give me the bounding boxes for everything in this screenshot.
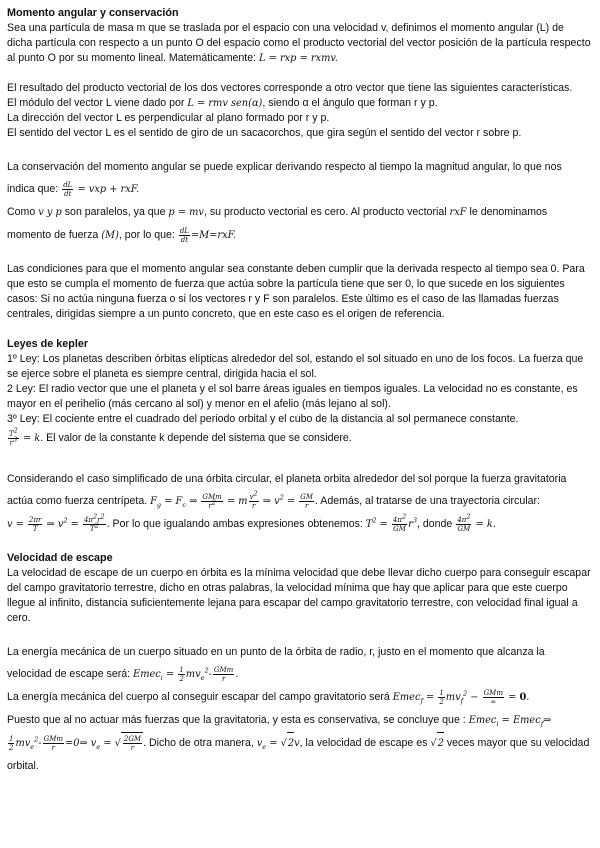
paragraph: v = $\frac{2\pi r}{T}$ ⇒ $v^2$ = $\frac{4\pi^2r^2}{T^2}$ . Por lo que igualando ambas expresiones obtenemos: $T^2$ = $\frac{4\pi^2}{GM}$ $r^3$, donde $\frac{4\pi^2}{GM}$ = k. (7, 512, 496, 533)
paragraph: La velocidad de escape de un cuerpo en órbita es la mínima velocidad que debe llevar dicho cuerpo para conseguir escapar del campo gravitatorio terrestre, dicho en otras palabras, la velocidad mínima que hay que aplicar para que este cuerpo llegue al infinito, distancia suficientemente lejana para escapar del campo gravitatorio terrestre, con velocidad final igual a cero. (7, 567, 591, 624)
paragraph: La energía mecánica del cuerpo al conseguir escapar del campo gravitatorio será Emec$_f$ = $\frac{1}{2}$ $mv_f^2$ − GMm ∞ = 0. (7, 689, 530, 706)
paragraph: 3º Ley: El cociente entre el cuadrado del periodo orbital y el cubo de la distancia al sol permanece constante. (7, 413, 519, 425)
paragraph: Puesto que al no actuar más fuerzas que la gravitatoria, y esta es conservativa, se concluye que : Emec$_i$ = Emec$_f$⇒ (7, 714, 552, 728)
paragraph: La conservación del momento angular se puede explicar derivando respecto al tiempo la magnitud angular, lo que nos indica que: $\frac{dL}{dt}$ = vxp + rxF. (7, 161, 562, 198)
paragraph: Las condiciones para que el momento angular sea constante deben cumplir que la derivada respecto al tiempo sea 0. Para que esto se cumpla el momento de fuerza que actúa sobre la partícula tiene que ser 0, lo que sucede en los siguientes casos: Si no actúa ninguna fuerza o si los vectores r y F son paralelos. Este último es el caso de las llamadas fuerzas centrales, dirigidas siempre a un punto concreto, que en este caso es el origen de referencia. (7, 263, 585, 320)
paragraph: 2 Ley: El radio vector que une el planeta y el sol barre áreas iguales en tiempos iguales. La velocidad no es constante, es mayor en el perihelio (más cercano al sol) y menor en el afelio (más lejano al sol). (7, 383, 578, 410)
paragraph: La energía mecánica de un cuerpo situado en un punto de la órbita de radio, r, justo en el momento que alcanza la velocidad de escape será: Emec$_i$ = $\frac{1}{2}$ $mv_e^2-$ GMm r . (7, 646, 545, 683)
paragraph: Como v y p son paralelos, ya que p = mv, su producto vectorial es cero. Al producto vectorial rxF le denominamos momento de fuerza (M), por lo que: $\frac{dL}{dt}$ =M=rxF. (7, 206, 548, 244)
paragraph: El módulo del vector L viene dado por L = rmv sen(α), siendo α el ángulo que forman r y p. (7, 97, 438, 109)
paragraph: El sentido del vector L es el sentido de giro de un sacacorchos, que gira según el sentido del vector r sobre p. (7, 127, 522, 139)
section-title-escape: Velocidad de escape (7, 552, 113, 564)
paragraph: $\frac{1}{2}$ $mv_e^2-$ GMm r =0⇒ $v_e$ = √ $\frac{2GM}{r}$ . Dicho de otra manera, $v_e = √2v$, la velocidad de escape es √2 veces mayor que su velocidad orbital. (7, 732, 592, 777)
paragraph: La dirección del vector L es perpendicular al plano formado por r y p. (7, 112, 330, 124)
paragraph: Sea una partícula de masa m que se traslada por el espacio con una velocidad v, definimos el momento angular (L) de dicha partícula con respecto a un punto O del espacio como el producto vectorial del vector posición de la partícula respecto al punto O por su momento lineal. Matemáticamente: L = rxp = rxmv. (7, 22, 591, 64)
paragraph: 1º Ley: Los planetas describen órbitas elípticas alrededor del sol, estando el sol situado en uno de los focos. La fuerza que se ejerce sobre el planeta es siempre central, dirigida hacia el sol. (7, 353, 584, 380)
section-title-momento: Momento angular y conservación (7, 7, 179, 19)
paragraph: Considerando el caso simplificado de una órbita circular, el planeta orbita alrededor del sol porque la fuerza gravitatoria actúa como fuerza centrípeta. $F_g = F_c$ ⇒ GMm $r^2$ = m $\frac{v^2}{r}$ ⇒ $v^2$ = $\frac{GM}{r}$ . Además, al tratarse de una trayectoria circular: (7, 473, 567, 510)
paragraph: $\frac{T^2}{r^3}$ = k. El valor de la constante k depende del sistema que se considere. (9, 426, 352, 447)
section-title-kepler: Leyes de kepler (7, 338, 89, 350)
paragraph: El resultado del producto vectorial de los dos vectores corresponde a otro vector que tiene las siguientes características. (7, 82, 573, 94)
